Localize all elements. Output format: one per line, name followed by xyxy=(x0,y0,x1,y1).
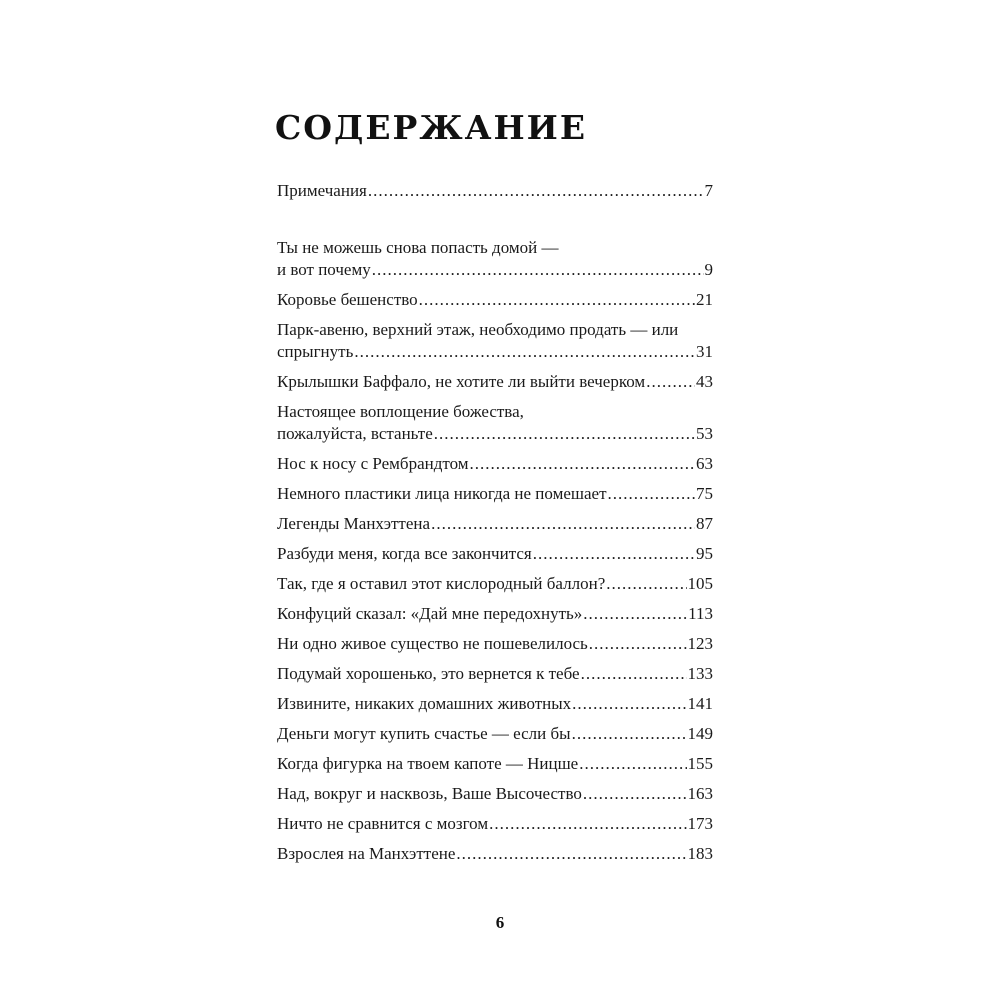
toc-entry-title-continued: пожалуйста, встаньте xyxy=(277,424,433,443)
page-number: 6 xyxy=(495,913,505,932)
dot-leader xyxy=(572,693,686,715)
toc-entry-title: Разбуди меня, когда все закончится xyxy=(277,544,532,563)
toc-entry-title: Коровье бешенство xyxy=(277,290,418,309)
toc-entry xyxy=(277,237,713,281)
toc-entry-page: 155 xyxy=(687,754,713,773)
toc-entry xyxy=(277,723,713,745)
toc-entry xyxy=(277,513,713,535)
toc-entry-title: Извините, никаких домашних животных xyxy=(277,694,572,713)
dot-leader xyxy=(608,483,696,505)
toc-entry-page: 183 xyxy=(687,844,713,863)
toc-entry-title: Легенды Манхэттена xyxy=(277,514,431,533)
dot-leader xyxy=(583,603,687,625)
toc-entry xyxy=(277,371,713,393)
dot-leader xyxy=(434,423,695,445)
toc-entry-title: Крылышки Баффало, не хотите ли выйти вечерком xyxy=(277,372,646,391)
toc-entry-title: Нос к носу с Рембрандтом xyxy=(277,454,469,473)
dot-leader xyxy=(646,371,695,393)
dot-leader xyxy=(606,573,686,595)
dot-leader xyxy=(456,843,686,865)
toc-entry-title: Ты не можешь снова попасть домой — xyxy=(277,238,559,257)
dot-leader xyxy=(572,723,687,745)
toc-entry-title-continued: спрыгнуть xyxy=(277,342,354,361)
toc-entry xyxy=(277,573,713,595)
toc-entry-title: Парк-авеню, верхний этаж, необходимо продать — или xyxy=(277,320,679,339)
dot-leader xyxy=(589,633,687,655)
toc-entry xyxy=(277,663,713,685)
toc-entry-page: 87 xyxy=(696,514,713,533)
toc-entry-page: 95 xyxy=(696,544,713,563)
toc-entry-page: 149 xyxy=(687,724,713,743)
dot-leader xyxy=(581,663,687,685)
toc-entry-page: 21 xyxy=(696,290,713,309)
dot-leader xyxy=(489,813,686,835)
toc-entry xyxy=(277,783,713,805)
dot-leader xyxy=(583,783,687,805)
dot-leader xyxy=(470,453,695,475)
toc-entry xyxy=(277,453,713,475)
toc-entry xyxy=(277,401,713,445)
toc-entry xyxy=(277,543,713,565)
toc-entry-title: Ни одно живое существо не пошевелилось xyxy=(277,634,588,653)
toc-entry xyxy=(277,603,713,625)
toc-entry-page: 53 xyxy=(696,424,713,443)
toc-entry-page: 173 xyxy=(687,814,713,833)
dot-leader xyxy=(533,543,695,565)
dot-leader xyxy=(419,289,695,311)
dot-leader xyxy=(368,180,704,202)
toc-entry-page: 75 xyxy=(696,484,713,503)
toc-entry-title: Деньги могут купить счастье — если бы xyxy=(277,724,571,743)
toc-entry xyxy=(277,483,713,505)
dot-leader xyxy=(579,753,686,775)
toc-entry xyxy=(277,319,713,363)
toc-entry-title: Подумай хорошенько, это вернется к тебе xyxy=(277,664,580,683)
toc-list xyxy=(277,180,713,873)
toc-entry xyxy=(277,753,713,775)
toc-entry-page: 113 xyxy=(688,604,713,623)
toc-entry-page: 141 xyxy=(687,694,713,713)
toc-entry-title: Так, где я оставил этот кислородный баллон? xyxy=(277,574,606,593)
toc-entry-title: Конфуций сказал: «Дай мне передохнуть» xyxy=(277,604,583,623)
toc-entry-title: Ничто не сравнится с мозгом xyxy=(277,814,489,833)
toc-entry-title: Над, вокруг и насквозь, Ваше Высочество xyxy=(277,784,582,803)
toc-entry xyxy=(277,633,713,655)
toc-entry-title: Настоящее воплощение божества, xyxy=(277,402,524,421)
toc-entry-page: 43 xyxy=(696,372,713,391)
toc-entry-page: 63 xyxy=(696,454,713,473)
toc-entry-title-continued: и вот почему xyxy=(277,260,371,279)
toc-entry xyxy=(277,843,713,865)
toc-entry-page: 31 xyxy=(696,342,713,361)
toc-entry-title: Взрослея на Манхэттене xyxy=(277,844,456,863)
toc-entry xyxy=(277,289,713,311)
toc-entry-page: 9 xyxy=(704,260,713,279)
toc-entry-title: Примечания xyxy=(277,181,367,200)
toc-entry-page: 105 xyxy=(687,574,713,593)
toc-entry-page: 163 xyxy=(687,784,713,803)
page-title: СОДЕРЖАНИЕ xyxy=(275,108,588,147)
dot-leader xyxy=(372,259,704,281)
toc-entry-page: 123 xyxy=(687,634,713,653)
toc-entry xyxy=(277,180,713,202)
dot-leader xyxy=(354,341,695,363)
toc-entry-page: 7 xyxy=(704,181,713,200)
toc-entry xyxy=(277,693,713,715)
toc-entry xyxy=(277,813,713,835)
dot-leader xyxy=(431,513,695,535)
toc-entry-page: 133 xyxy=(687,664,713,683)
toc-entry-title: Немного пластики лица никогда не помешает xyxy=(277,484,607,503)
toc-entry-title: Когда фигурка на твоем капоте — Ницше xyxy=(277,754,579,773)
